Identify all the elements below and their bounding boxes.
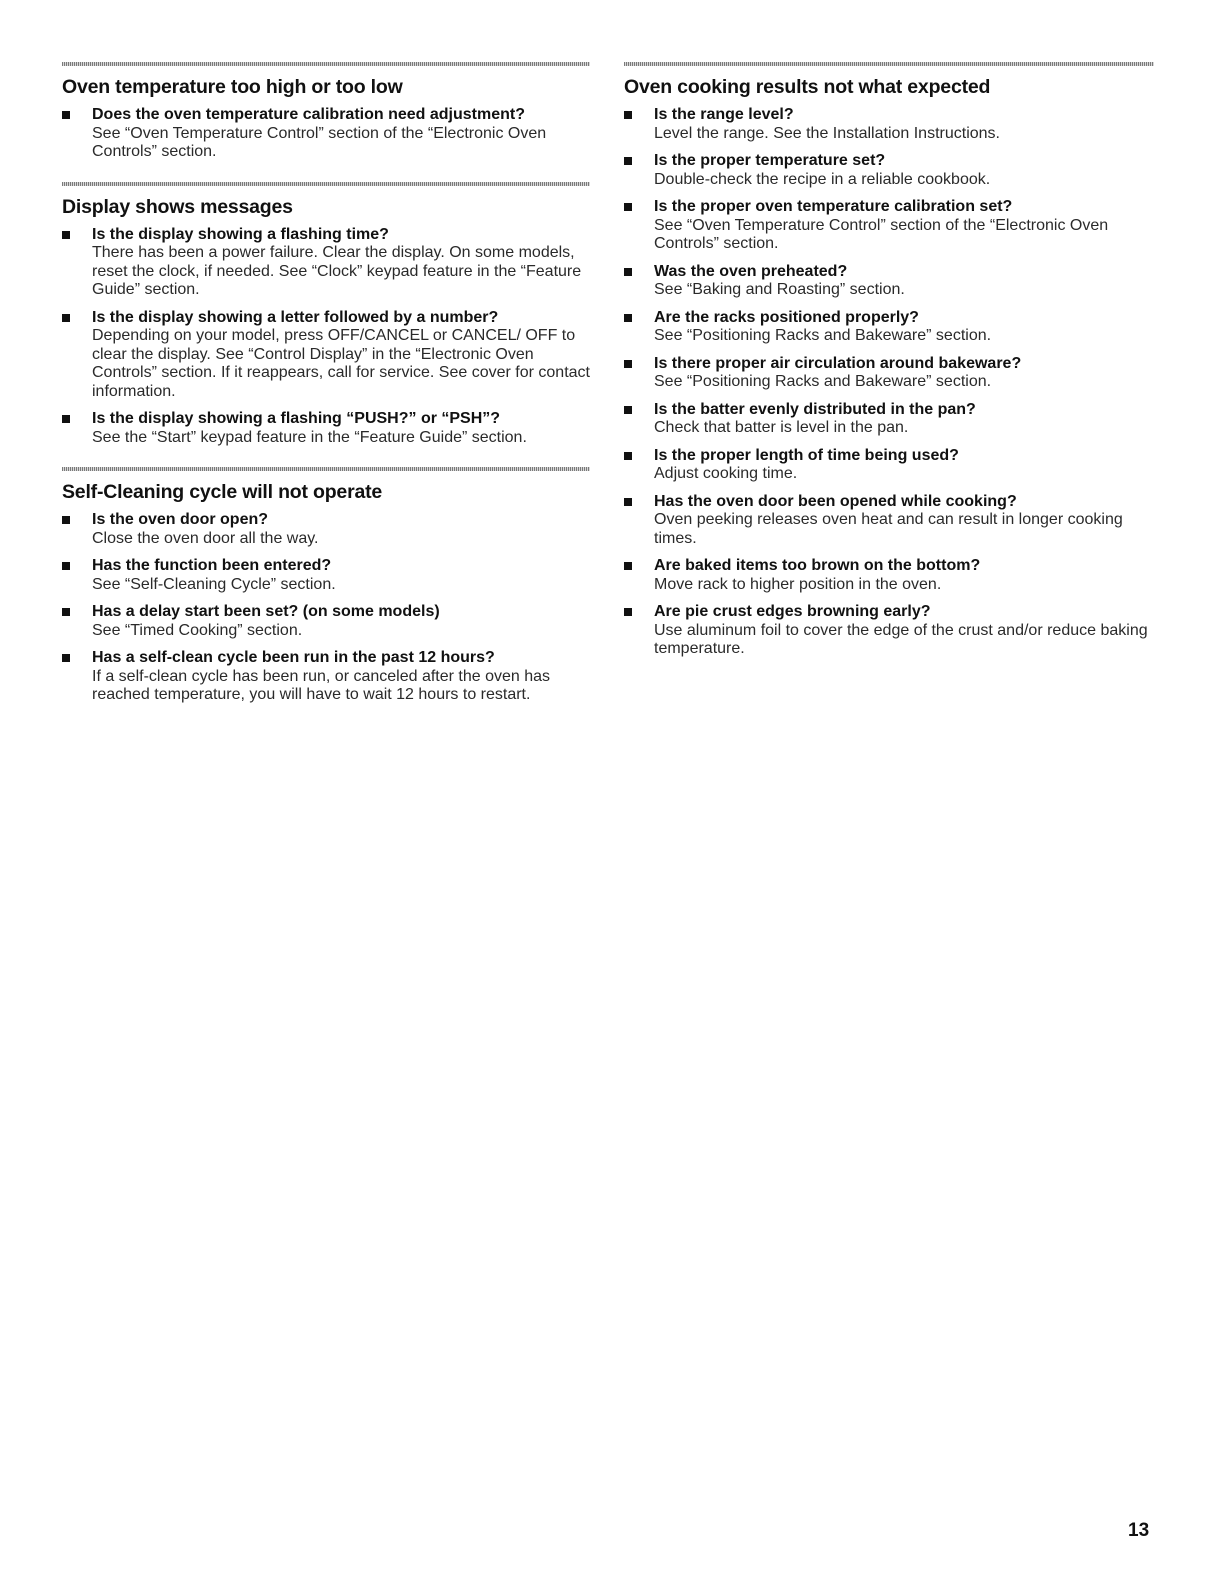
answer: Adjust cooking time. (654, 465, 798, 482)
answer: See “Oven Temperature Control” section of the “Electronic Oven Controls” section. (92, 124, 547, 160)
question: Is there proper air circulation around bakeware? (654, 354, 1022, 372)
answer: See “Positioning Racks and Bakeware” section. (654, 373, 992, 390)
list-item (624, 263, 1154, 300)
question: Is the range level? (654, 106, 794, 123)
list-item (624, 401, 1154, 438)
square-bullet-icon (624, 111, 632, 119)
square-bullet-icon (624, 314, 632, 322)
question: Is the proper temperature set? (654, 152, 886, 169)
question: Has a delay start been set? (on some models) (92, 603, 440, 620)
section-divider (62, 182, 590, 186)
list-item (624, 355, 1154, 392)
page-number: 13 (1128, 1520, 1150, 1541)
list-item (624, 198, 1154, 254)
left-column (62, 62, 590, 705)
list-item (62, 511, 590, 548)
question: Has a self-clean cycle been run in the past 12 hours? (92, 649, 495, 666)
square-bullet-icon (624, 157, 632, 165)
answer: Check that batter is level in the pan. (654, 419, 909, 436)
list-item (624, 309, 1154, 346)
list-item (62, 106, 590, 162)
troubleshooting-list (624, 106, 1154, 659)
question: Is the display showing a flashing “PUSH?” or “PSH”? (92, 410, 501, 427)
question: Is the proper length of time being used? (654, 446, 959, 464)
section-title: Display shows messages (62, 195, 293, 218)
answer: Close the oven door all the way. (92, 529, 319, 547)
section-divider (624, 62, 1154, 66)
question: Are baked items too brown on the bottom? (654, 557, 981, 574)
square-bullet-icon (62, 111, 70, 119)
question: Has the function been entered? (92, 557, 332, 574)
section-cooking-results (624, 62, 1154, 659)
square-bullet-icon (624, 360, 632, 368)
list-item (62, 557, 590, 594)
answer: Move rack to higher position in the oven. (654, 575, 942, 593)
section-title: Oven cooking results not what expected (624, 76, 991, 98)
question: Is the oven door open? (92, 511, 269, 528)
square-bullet-icon (624, 452, 632, 460)
list-item (62, 649, 590, 705)
list-item (62, 226, 590, 300)
square-bullet-icon (624, 268, 632, 276)
list-item (624, 447, 1154, 484)
answer: See “Timed Cooking” section. (92, 621, 303, 639)
answer: See “Baking and Roasting” section. (654, 281, 905, 298)
answer: Oven peeking releases oven heat and can result in longer cooking times. (654, 511, 1123, 547)
list-item (624, 557, 1154, 594)
list-item (62, 410, 590, 447)
question: Are the racks positioned properly? (654, 308, 919, 326)
troubleshooting-list (62, 106, 590, 162)
answer: See “Positioning Racks and Bakeware” section. (654, 327, 992, 344)
question: Has the oven door been opened while cooking? (654, 492, 1017, 510)
square-bullet-icon (62, 654, 70, 662)
square-bullet-icon (62, 516, 70, 524)
list-item (624, 152, 1154, 189)
troubleshooting-list (62, 511, 590, 705)
right-column (624, 62, 1154, 659)
answer: See the “Start” keypad feature in the “Feature Guide” section. (92, 428, 527, 446)
section-title: Oven temperature too high or too low (62, 76, 403, 98)
answer: See “Oven Temperature Control” section of the “Electronic Oven Controls” section. (654, 216, 1109, 252)
square-bullet-icon (62, 608, 70, 616)
question: Is the batter evenly distributed in the pan? (654, 400, 976, 418)
question: Is the display showing a flashing time? (92, 225, 389, 243)
square-bullet-icon (624, 562, 632, 570)
list-item (62, 309, 590, 402)
section-display-messages (62, 182, 590, 448)
answer: If a self-clean cycle has been run, or canceled after the oven has reached temperature, you will have to wait 12 hours to restart. (92, 667, 551, 703)
troubleshooting-list (62, 226, 590, 448)
answer: There has been a power failure. Clear the display. On some models, reset the clock, if needed. See “Clock” keypad feature in the “Feature Guide” section. (92, 244, 582, 298)
answer: Double-check the recipe in a reliable cookbook. (654, 170, 991, 188)
square-bullet-icon (62, 415, 70, 423)
square-bullet-icon (62, 231, 70, 239)
square-bullet-icon (624, 203, 632, 211)
question: Does the oven temperature calibration need adjustment? (92, 106, 525, 123)
list-item (62, 603, 590, 640)
section-divider (62, 62, 590, 66)
question: Was the oven preheated? (654, 262, 848, 280)
square-bullet-icon (62, 314, 70, 322)
square-bullet-icon (62, 562, 70, 570)
square-bullet-icon (624, 608, 632, 616)
section-self-cleaning (62, 467, 590, 705)
section-divider (62, 467, 590, 471)
section-oven-temperature (62, 62, 590, 162)
list-item (624, 493, 1154, 549)
answer: Depending on your model, press OFF/CANCEL or CANCEL/ OFF to clear the display. See “Control Display” in the “Electronic Oven Controls” section. If it reappears, call for service. See cover for contact information. (92, 327, 590, 400)
question: Is the proper oven temperature calibration set? (654, 198, 1013, 215)
answer: Level the range. See the Installation Instructions. (654, 124, 1000, 142)
list-item (624, 106, 1154, 143)
square-bullet-icon (624, 498, 632, 506)
square-bullet-icon (624, 406, 632, 414)
section-title: Self-Cleaning cycle will not operate (62, 481, 383, 503)
question: Is the display showing a letter followed by a number? (92, 308, 499, 326)
answer: Use aluminum foil to cover the edge of the crust and/or reduce baking temperature. (654, 621, 1148, 657)
list-item (624, 603, 1154, 659)
answer: See “Self-Cleaning Cycle” section. (92, 575, 336, 593)
question: Are pie crust edges browning early? (654, 603, 931, 620)
